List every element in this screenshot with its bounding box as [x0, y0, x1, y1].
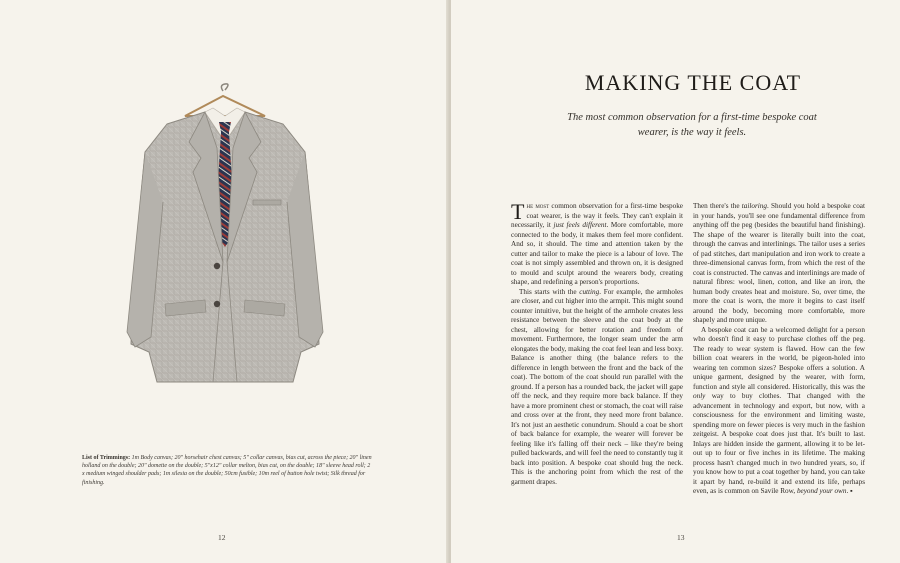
chapter-title: MAKING THE COAT	[584, 70, 802, 95]
italic-run: only	[693, 392, 706, 400]
paragraph	[693, 202, 865, 326]
page-number-left: 12	[218, 533, 226, 542]
text-run: common observation for a first-time bespoke coat wearer, is the way it feels. They can't explain it necessarily, it	[511, 202, 683, 229]
trimmings-list	[82, 454, 372, 487]
small-caps-lead: he most	[526, 202, 550, 210]
paragraph	[511, 288, 683, 488]
left-page	[0, 0, 449, 563]
trimmings-text: 1m Body canvas; 20" horsehair chest canvas; 5" collar canvas, bias cut, across the piece; 20" linen holland on the double; 20" domette on the double; 5"x12" collar melton, bias cut, on the double; 18" sleeve head roll; 2 x medium winged shoulder pads; 1m silesia on the double; 50cm fusible; 10m reel of button hole twist; Silk thread for finishing.	[82, 455, 372, 486]
paragraph	[693, 326, 865, 497]
paragraph	[511, 199, 683, 288]
drop-cap: T	[511, 199, 525, 224]
text-run: . Should you hold a bespoke coat in your hands, you'll see one fundamental difference from anything off the peg (besides the beautiful hand finishing). The shape of the wearer is literally built into the coat, through the canvas and interlinings. The tailor uses a series of pad stitches, dart manipulation and iron work to create a three-dimensional canvas form, from which the rest of the coat is constructed. The canvas and interlinings are made of natural fibres: wool, linen, cotton, and like an iron, the human body creates heat and moisture. So, over time, the more the coat is worn, the more it begins to cast itself around the body, becoming more comfortable, more shapely and more unique.	[693, 202, 865, 324]
trimmings-label: List of Trimmings:	[82, 455, 131, 461]
italic-run: beyond your own	[796, 487, 847, 495]
italic-run: cutting	[579, 287, 600, 296]
italic-run: tailoring	[741, 202, 767, 210]
text-run: This starts with the	[519, 287, 580, 296]
text-run: Then there's the	[693, 202, 742, 210]
text-run: . ▪	[846, 487, 853, 495]
chapter-subtitle: The most common observation for a first-time bespoke coat wearer, is the way it feels.	[567, 112, 817, 138]
text-run: A bespoke coat can be a welcomed delight for a person who doesn't find it easy to purchase clothes off the peg. The ready to wear system is flawed. How can the few billion coat wearers in the world, be pigeon-holed into wearing ten common sizes? Bespoke offers a solution. A unique garment, designed by the wearer, with form, function and style all considered. Historically, this was the	[693, 325, 865, 391]
text-run: way to buy clothes. That changed with the advancement in technology and export, but now, with a consciousness for the environment and limiting waste, spending more on fewer pieces is very much in the fashion zeitgeist. A bespoke coat does just that. It's built to last. Inlays are hidden inside the garment, allowing it to be let-out up to four or five inches in its lifetime. The making process hasn't changed much in two hundred years, so, if you know how to put a coat together by hand, you can take it apart by hand, re-build it and extend its life, perhaps even, as is common on Savile Row,	[693, 392, 865, 495]
right-page	[451, 0, 900, 563]
text-column-1	[511, 199, 683, 487]
suit-jacket-illustration	[105, 82, 345, 392]
italic-run: just feels different	[553, 221, 607, 229]
text-run: . More comfortable, more connected to the body, it makes them feel more confident. And so, it should. The time and attention taken by the cutter and tailor to make the piece is a labour of love. The coat is not simply assembled and thrown on, it is designed to mould and sculpt around the wearers body, creating shape, and redefining a person's proportions.	[511, 221, 683, 286]
page-number-right: 13	[677, 533, 685, 542]
text-column-2	[693, 202, 865, 497]
text-run: . For example, the armholes are closer, and cut higher into the armpit. This might sound counter intuitive, but the height of the armhole creates less resistance between the sleeve and the coat body at the chest, allowing for better rotation and freedom of movement. Furthermore, the longer seam under the arm elongates the body, making the coat feel lean and less boxy. Balance is another thing (the balance refers to the difference in length between the front and the back of the coat). The bottom of the coat should run parallel with the ground. If a person has a rounded back, the jacket will gape off the neck, and they require more back balance. If they have a more prominent chest or stomach, the coat will raise and cross over at the front, they need more front balance. It's not just an aesthetic conundrum. Should a coat be short of back balance for example, the wearer will forever be feeling like it's falling off their neck – like they're being pulled backwards, and will feel the need to constantly tug it back into position. A bespoke coat should hug the neck. This is the anchoring point from which the rest of the garment drapes.	[511, 287, 683, 486]
